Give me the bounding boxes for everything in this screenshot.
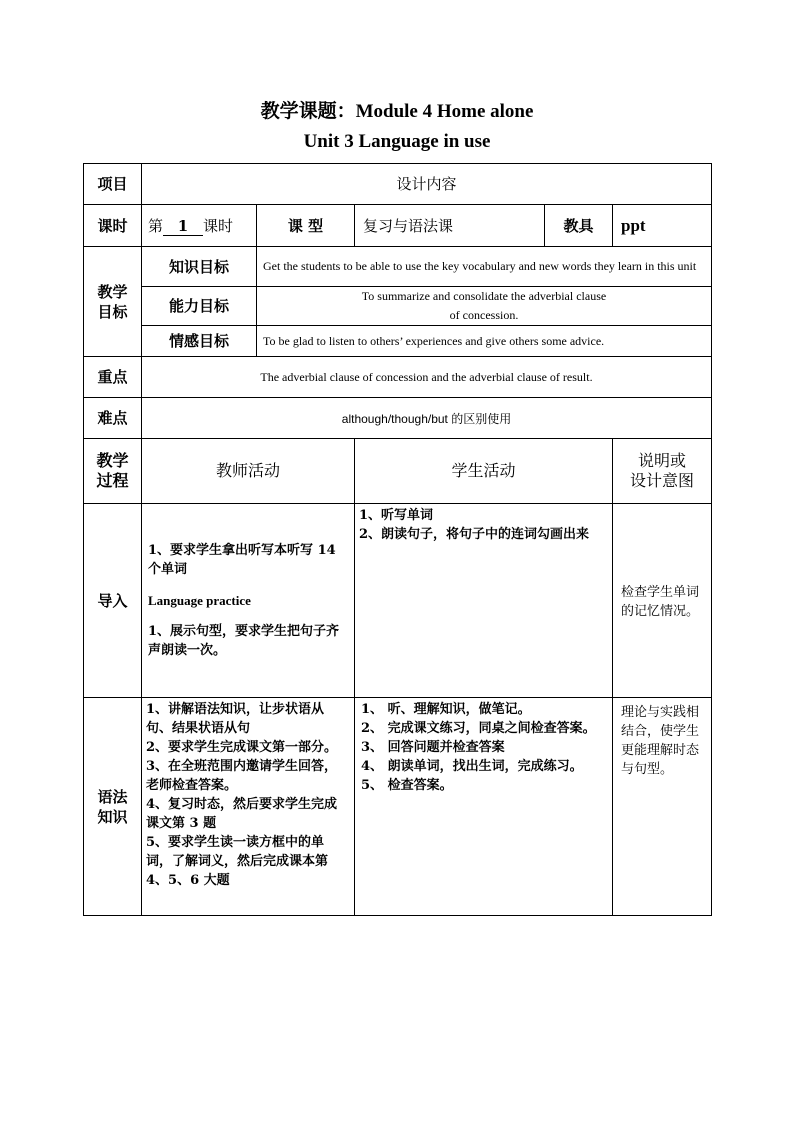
table-row: [84, 287, 712, 326]
grammar-teacher-item: 3、在全班范围内邀请学生回答，老师检查答案。: [146, 759, 338, 793]
teacher-header: 教师活动: [142, 439, 355, 504]
grammar-student-item: 4、 朗读单词，找出生词，完成练习。: [361, 759, 583, 774]
intro-teacher: [142, 504, 355, 698]
table-row: [84, 247, 712, 287]
period-value: 1: [163, 217, 203, 236]
intro-student: [355, 504, 613, 698]
page-title: 教学课题：Module 4 Home alone: [260, 101, 534, 122]
design-label: 设计内容: [142, 164, 712, 205]
grammar-teacher-item: 4、复习时态，然后要求学生完成课文第 3 题: [146, 797, 338, 831]
intro-note: 检查学生单词的记忆情况。: [613, 504, 712, 698]
difficult-label: 难点: [84, 398, 142, 439]
page-subtitle: Unit 3 Language in use: [303, 131, 491, 152]
period-cell: [142, 205, 257, 247]
key-label: 重点: [84, 357, 142, 398]
grammar-student: [355, 698, 613, 916]
period-label: 课时: [84, 205, 142, 247]
table-row: [84, 205, 712, 247]
note-header-line-2: 设计意图: [629, 471, 694, 490]
lesson-plan-table: [83, 163, 712, 916]
note-header: [613, 439, 712, 504]
table-row: [84, 439, 712, 504]
grammar-note: 理论与实践相结合，使学生更能理解时态与句型。: [613, 698, 712, 916]
ability-line-2: of concession.: [449, 308, 519, 322]
table-row: [84, 398, 712, 439]
student-header: 学生活动: [355, 439, 613, 504]
intro-label: 导入: [84, 504, 142, 698]
type-value: 复习与语法课: [355, 205, 545, 247]
difficult-text: although/though/but 的区别使用: [142, 398, 712, 439]
grammar-teacher: [142, 698, 355, 916]
grammar-label: 语法知识: [84, 698, 142, 916]
goals-label: 教学目标: [84, 247, 142, 357]
grammar-student-item: 2、 完成课文练习，同桌之间检查答案。: [361, 721, 596, 736]
intro-student-item: 1、听写单词: [359, 508, 434, 523]
intro-teacher-item: 1、展示句型，要求学生把句子齐声朗读一次。: [148, 624, 340, 658]
intro-teacher-item: Language practice: [148, 593, 251, 608]
grammar-teacher-item: 1、讲解语法知识，让步状语从句、结果状语从句: [146, 702, 325, 736]
process-label: 教学过程: [84, 439, 142, 504]
item-label: 项目: [84, 164, 142, 205]
key-text: The adverbial clause of concession and the adverbial clause of result.: [142, 357, 712, 398]
grammar-student-item: 1、 听、理解知识，做笔记。: [361, 702, 531, 717]
table-row: [84, 698, 712, 916]
knowledge-text: Get the students to be able to use the key vocabulary and new words they learn in this unit: [257, 247, 712, 287]
table-row: [84, 504, 712, 698]
grammar-teacher-item: 2、要求学生完成课文第一部分。: [146, 740, 338, 755]
table-row: [84, 326, 712, 357]
intro-student-item: 2、朗读句子，将句子中的连词勾画出来: [359, 527, 590, 542]
emotion-label: 情感目标: [142, 326, 257, 357]
emotion-text: To be glad to listen to others’ experiences and give others some advice.: [257, 326, 712, 357]
type-label: 课 型: [257, 205, 355, 247]
ability-label: 能力目标: [142, 287, 257, 326]
period-prefix: 第: [148, 217, 164, 235]
period-suffix: 课时: [203, 217, 234, 235]
ability-line-1: To summarize and consolidate the adverbial clause: [361, 289, 607, 303]
ability-text: [257, 287, 712, 326]
grammar-teacher-item: 5、要求学生读一读方框中的单词，了解词义，然后完成课本第 4、5、6 大题: [146, 835, 329, 888]
knowledge-label: 知识目标: [142, 247, 257, 287]
intro-teacher-item: 1、要求学生拿出听写本听写 14 个单词: [148, 543, 336, 577]
aid-value: ppt: [613, 205, 712, 247]
grammar-student-item: 3、 回答问题并检查答案: [361, 740, 505, 755]
note-header-line-1: 说明或: [637, 451, 686, 470]
table-row: [84, 357, 712, 398]
grammar-student-item: 5、 检查答案。: [361, 778, 453, 793]
table-row: [84, 164, 712, 205]
aid-label: 教具: [545, 205, 613, 247]
